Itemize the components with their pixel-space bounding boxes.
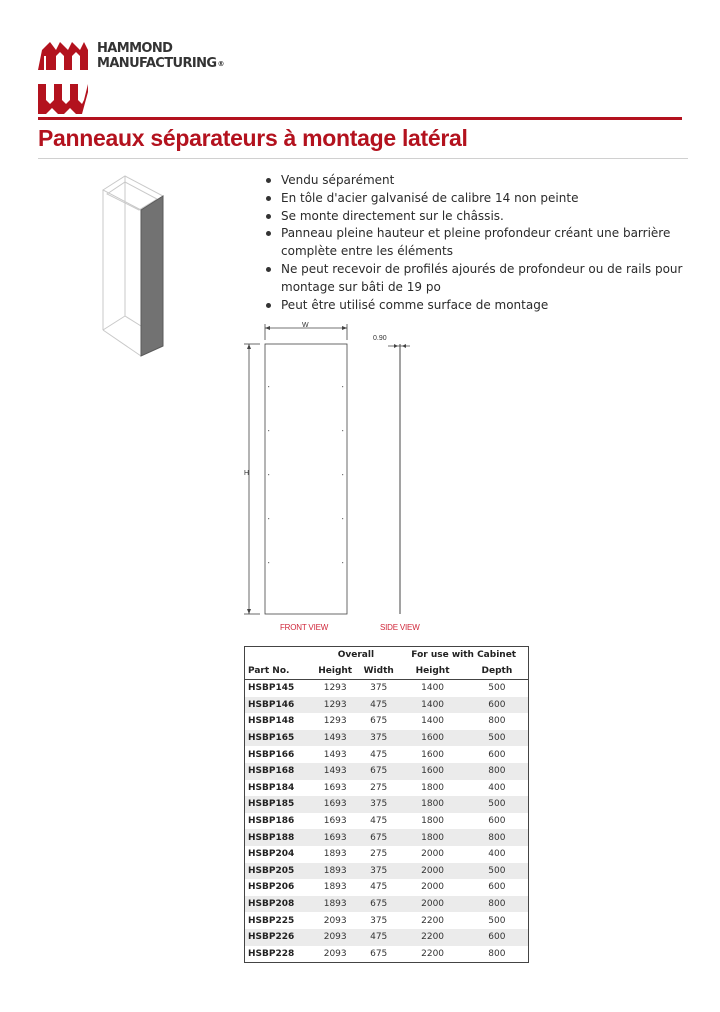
cell-height: 1493	[323, 749, 347, 760]
cabinet-group-header: For use with Cabinet	[411, 650, 517, 660]
cabinet-illustration	[95, 170, 180, 360]
cell-cab-height: 1600	[421, 749, 445, 760]
list-item: Panneau pleine hauteur et pleine profondeur créant une barrière complète entre les éléments	[263, 225, 683, 261]
cell-part: HSBP205	[245, 863, 313, 880]
table-row	[245, 813, 529, 830]
cell-cab-height: 1800	[399, 829, 465, 846]
cell-depth: 600	[488, 882, 506, 893]
cell-cab-height: 2000	[421, 849, 445, 860]
table-row	[245, 929, 529, 946]
cell-part: HSBP168	[245, 763, 313, 780]
bullet-icon	[266, 303, 271, 308]
table-row	[245, 697, 529, 714]
cell-part: HSBP228	[248, 948, 295, 959]
bullet-icon	[266, 267, 271, 272]
cell-cab-height: 2000	[399, 896, 465, 913]
table-row	[245, 896, 529, 913]
brand-line-2: MANUFACTURING	[97, 56, 217, 71]
cell-part: HSBP186	[248, 816, 295, 827]
cell-depth: 500	[466, 730, 529, 747]
cell-depth: 600	[488, 749, 506, 760]
cell-width: 675	[358, 896, 399, 913]
cell-height: 1893	[312, 863, 358, 880]
cell-width: 675	[358, 763, 399, 780]
front-view-label: FRONT VIEW	[280, 623, 329, 632]
drawing-lines	[238, 318, 438, 638]
header-divider	[38, 117, 682, 120]
table-row	[245, 746, 529, 763]
cell-depth: 500	[466, 863, 529, 880]
list-item: Ne peut recevoir de profilés ajourés de profondeur ou de rails pour montage sur bâti de 19 po	[263, 261, 683, 297]
page-title: Panneaux séparateurs à montage latéral	[38, 125, 468, 151]
bullet-icon	[266, 231, 271, 236]
cell-width: 675	[370, 948, 388, 959]
spec-table	[244, 646, 529, 963]
cell-part: HSBP148	[248, 716, 295, 727]
cell-height: 1293	[323, 716, 347, 727]
cell-height: 2093	[323, 948, 347, 959]
cell-height: 2093	[323, 915, 347, 926]
cell-width: 475	[358, 929, 399, 946]
cell-width: 375	[358, 863, 399, 880]
cell-height: 1693	[323, 782, 347, 793]
cell-depth: 500	[466, 796, 529, 813]
col-cabinet-height: Height	[399, 663, 465, 680]
hammond-logo-icon	[38, 42, 88, 114]
table-row	[245, 946, 529, 963]
brand-line-1: HAMMOND	[97, 41, 173, 56]
table-row	[245, 846, 529, 863]
cell-cab-height: 2200	[421, 915, 445, 926]
cell-width: 275	[370, 849, 388, 860]
cell-depth: 500	[488, 915, 506, 926]
cell-width: 375	[358, 796, 399, 813]
cell-width: 475	[370, 749, 388, 760]
cell-part: HSBP226	[245, 929, 313, 946]
bullet-icon	[266, 178, 271, 183]
cell-width: 375	[370, 915, 388, 926]
cell-height: 2093	[312, 929, 358, 946]
cell-width: 475	[370, 816, 388, 827]
col-depth: Depth	[466, 663, 529, 680]
col-height: Height	[312, 663, 358, 680]
cell-cab-height: 1800	[421, 782, 445, 793]
cell-depth: 800	[488, 948, 506, 959]
table-column-header	[245, 663, 529, 680]
table-row	[245, 763, 529, 780]
list-item: Vendu séparément	[263, 172, 683, 190]
list-item: Peut être utilisé comme surface de montage	[263, 297, 683, 315]
cell-part: HSBP145	[248, 683, 295, 694]
cell-part: HSBP225	[248, 915, 295, 926]
cell-height: 1693	[312, 829, 358, 846]
cell-height: 1693	[312, 796, 358, 813]
cell-part: HSBP146	[245, 697, 313, 714]
cell-width: 675	[358, 829, 399, 846]
table-row	[245, 863, 529, 880]
bullet-icon	[266, 196, 271, 201]
table-row	[245, 912, 529, 929]
col-part-no: Part No.	[245, 663, 313, 680]
title-divider	[38, 158, 688, 159]
table-row	[245, 680, 529, 697]
cell-depth: 800	[466, 896, 529, 913]
list-item: En tôle d'acier galvanisé de calibre 14 non peinte	[263, 190, 683, 208]
overall-group-header: Overall	[337, 650, 375, 660]
cell-part: HSBP165	[245, 730, 313, 747]
cell-height: 1693	[323, 816, 347, 827]
cell-part: HSBP184	[248, 782, 295, 793]
cell-cab-height: 1600	[399, 763, 465, 780]
cell-cab-height: 2200	[399, 929, 465, 946]
cell-depth: 500	[488, 683, 506, 694]
height-dimension-label: H	[244, 470, 250, 477]
cell-height: 1493	[312, 730, 358, 747]
cell-part: HSBP185	[245, 796, 313, 813]
cell-depth: 800	[488, 716, 506, 727]
cell-part: HSBP204	[248, 849, 295, 860]
cell-cab-height: 1400	[421, 683, 445, 694]
cell-depth: 400	[488, 849, 506, 860]
cell-width: 275	[370, 782, 388, 793]
cell-width: 475	[370, 882, 388, 893]
cell-part: HSBP208	[245, 896, 313, 913]
table-row	[245, 780, 529, 797]
cell-part: HSBP166	[248, 749, 295, 760]
registered-mark: ®	[217, 60, 224, 68]
cell-depth: 600	[466, 697, 529, 714]
cell-depth: 800	[466, 829, 529, 846]
side-view-label: SIDE VIEW	[380, 623, 420, 632]
cell-depth: 800	[466, 763, 529, 780]
col-width: Width	[358, 663, 399, 680]
cell-height: 1293	[312, 697, 358, 714]
cell-cab-height: 2000	[421, 882, 445, 893]
cell-width: 675	[370, 716, 388, 727]
list-item: Se monte directement sur le châssis.	[263, 208, 683, 226]
cell-height: 1893	[312, 896, 358, 913]
front-view-panel	[265, 344, 347, 614]
cell-part: HSBP206	[248, 882, 295, 893]
cell-width: 475	[358, 697, 399, 714]
spec-table-body	[245, 680, 529, 963]
cell-part: HSBP188	[245, 829, 313, 846]
cell-cab-height: 2000	[399, 863, 465, 880]
cell-cab-height: 1400	[421, 716, 445, 727]
cell-cab-height: 1800	[399, 796, 465, 813]
technical-drawing	[238, 318, 438, 638]
cell-depth: 600	[466, 929, 529, 946]
cell-height: 1893	[323, 849, 347, 860]
table-group-header	[245, 647, 529, 664]
brand-name	[97, 41, 224, 72]
cell-height: 1293	[323, 683, 347, 694]
cell-depth: 400	[488, 782, 506, 793]
cell-height: 1493	[312, 763, 358, 780]
cell-height: 1893	[323, 882, 347, 893]
cell-cab-height: 1600	[399, 730, 465, 747]
table-row	[245, 730, 529, 747]
cell-cab-height: 1400	[399, 697, 465, 714]
cell-width: 375	[358, 730, 399, 747]
table-row	[245, 713, 529, 730]
width-dimension-label: W	[302, 322, 309, 329]
cell-cab-height: 1800	[421, 816, 445, 827]
cell-cab-height: 2200	[421, 948, 445, 959]
cell-width: 375	[370, 683, 388, 694]
cell-depth: 600	[488, 816, 506, 827]
table-row	[245, 796, 529, 813]
thickness-dimension-label: 0.90	[373, 335, 387, 342]
table-row	[245, 879, 529, 896]
bullet-icon	[266, 214, 271, 219]
feature-list	[263, 172, 683, 314]
table-row	[245, 829, 529, 846]
